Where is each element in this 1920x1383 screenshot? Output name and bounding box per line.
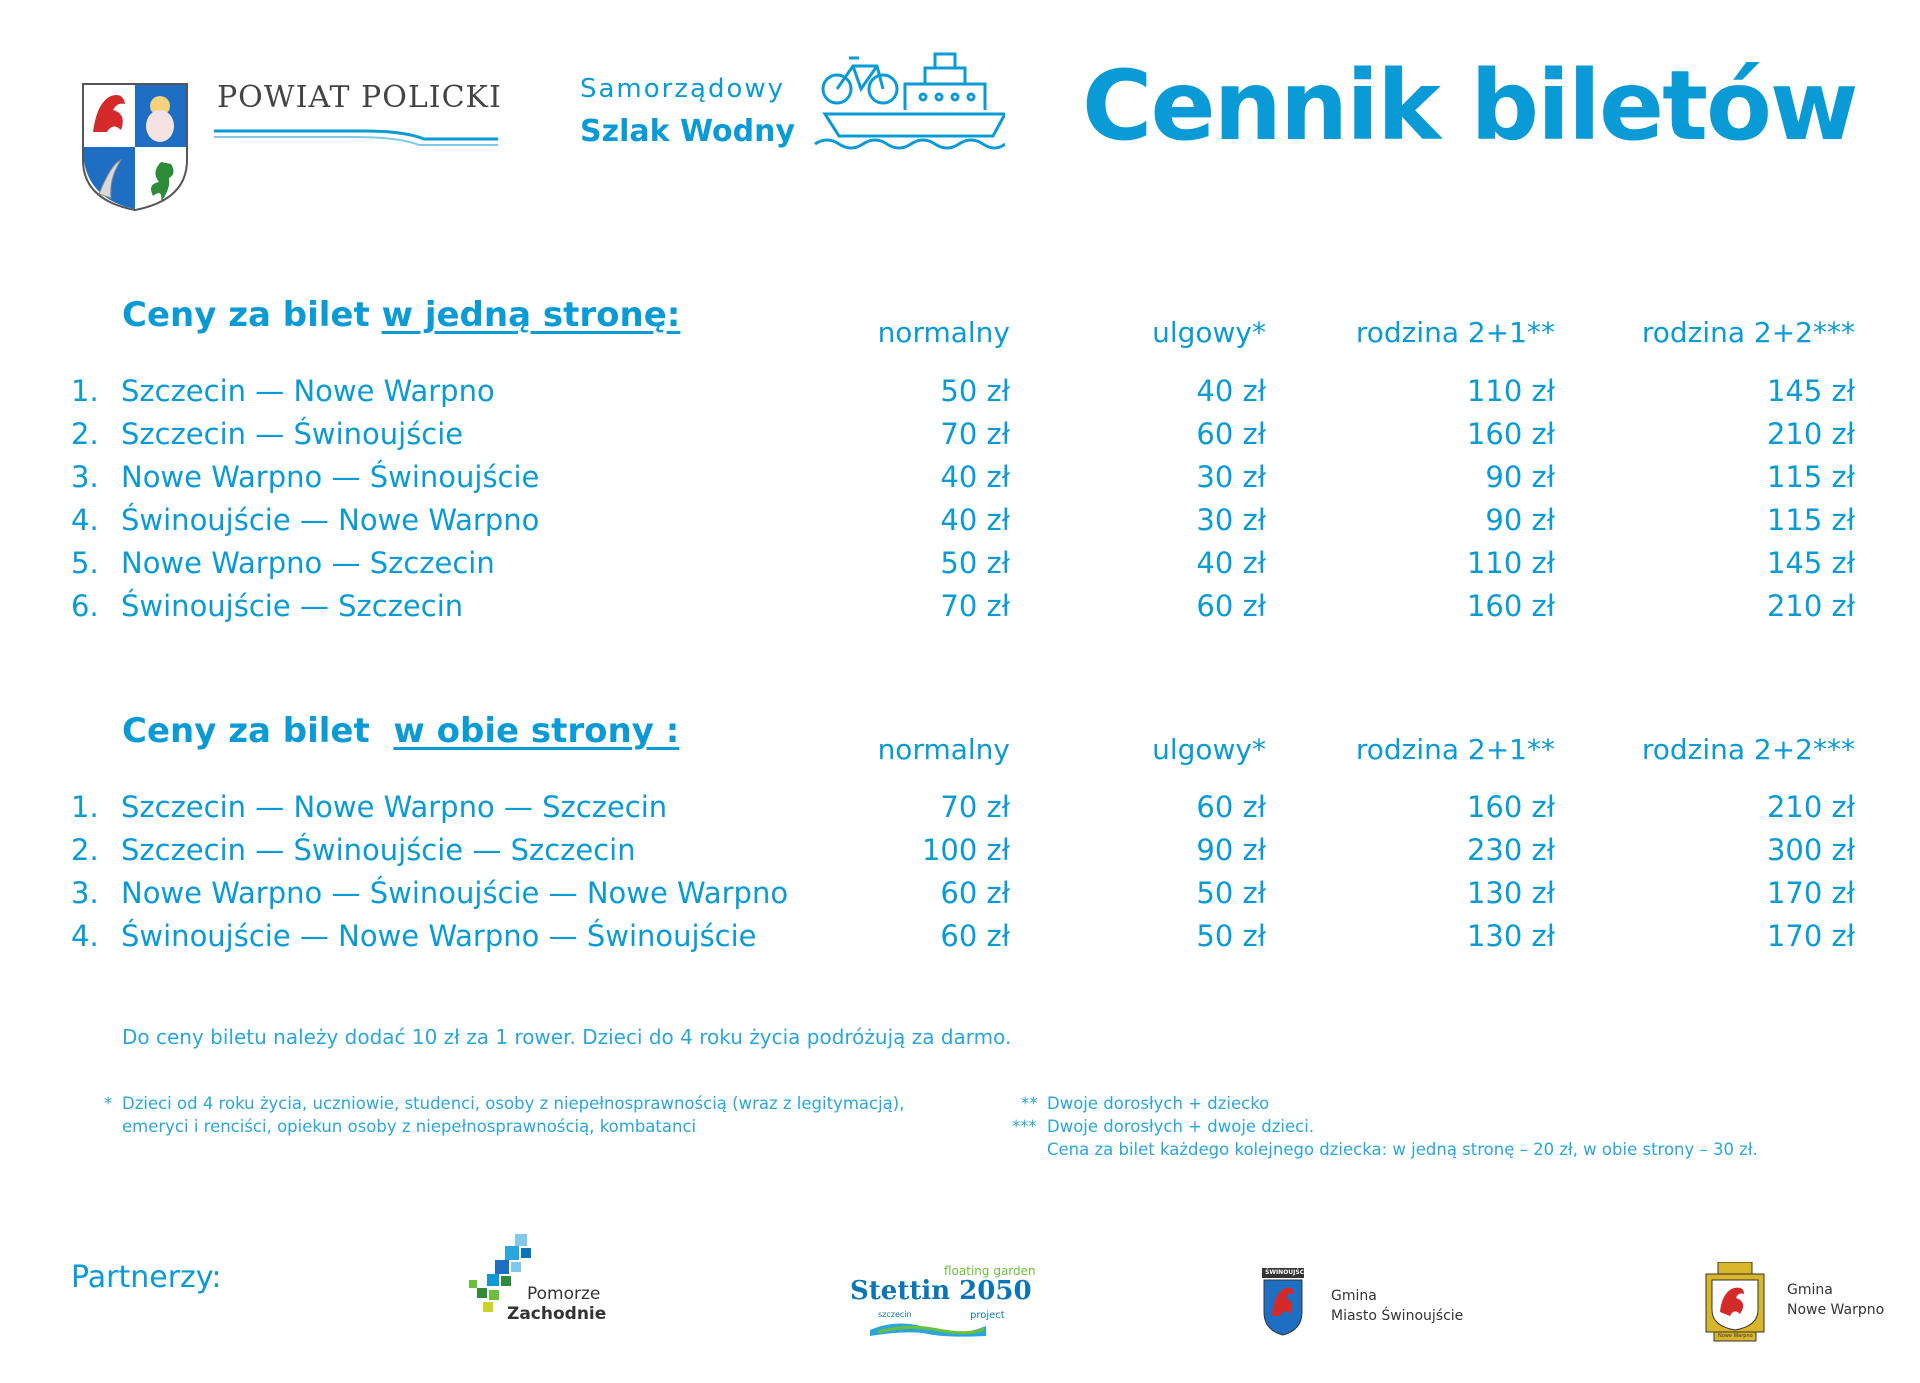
price-rodzina-21: 160 zł — [1466, 417, 1555, 451]
one-way-col-ulgowy: ulgowy* — [1152, 316, 1266, 349]
powiat-coat-of-arms — [81, 82, 189, 212]
stettin-city: szczecin — [878, 1310, 912, 1319]
pomorze-logo-line2: Zachodnie — [507, 1304, 607, 1324]
price-normalny: 40 zł — [940, 460, 1010, 494]
price-ulgowy: 60 zł — [1196, 790, 1266, 824]
swinoujscie-band-text: ŚWINOUJŚCIE — [1265, 1269, 1311, 1276]
price-rodzina-21: 110 zł — [1466, 374, 1555, 408]
price-ulgowy: 30 zł — [1196, 460, 1266, 494]
stettin-project: project — [970, 1310, 1005, 1321]
price-ulgowy: 50 zł — [1196, 876, 1266, 910]
price-normalny: 60 zł — [940, 876, 1010, 910]
row-number: 6. — [71, 589, 99, 623]
price-normalny: 40 zł — [940, 503, 1010, 537]
nowe-warpno-crest-icon — [1704, 1262, 1766, 1342]
page-title: Cennik biletów — [1082, 50, 1857, 162]
price-rodzina-21: 90 zł — [1485, 503, 1555, 537]
footnote-1-line1: Dzieci od 4 roku życia, uczniowie, studenci, osoby z niepełnosprawnością (wraz z legitymacją), — [122, 1094, 905, 1113]
nowe-warpno-label-line1: Gmina — [1787, 1282, 1833, 1298]
price-rodzina-22: 115 zł — [1766, 460, 1855, 494]
one-way-col-normalny: normalny — [877, 316, 1010, 349]
price-rodzina-22: 145 zł — [1766, 546, 1855, 580]
price-rodzina-21: 230 zł — [1466, 833, 1555, 867]
route-name: Szczecin — Świnoujście — [121, 417, 464, 451]
price-ulgowy: 60 zł — [1196, 589, 1266, 623]
price-ulgowy: 60 zł — [1196, 417, 1266, 451]
footnote-1-mark: * — [104, 1094, 113, 1113]
route-name: Szczecin — Nowe Warpno — [121, 374, 495, 408]
round-trip-col-rodzina-21: rodzina 2+1** — [1355, 733, 1555, 766]
one-way-title-underlined: w jedną stronę: — [381, 295, 681, 335]
swinoujscie-shield-icon — [1262, 1268, 1304, 1336]
route-name: Świnoujście — Nowe Warpno — [121, 503, 540, 537]
stettin-river-icon — [868, 1316, 988, 1338]
price-rodzina-22: 210 zł — [1766, 417, 1855, 451]
price-rodzina-22: 115 zł — [1766, 503, 1855, 537]
route-name: Szczecin — Nowe Warpno — Szczecin — [121, 790, 668, 824]
route-name: Nowe Warpno — Szczecin — [121, 546, 495, 580]
partner-stettin-2050 — [848, 1264, 1036, 1340]
nowe-warpno-label-line2: Nowe Warpno — [1787, 1302, 1885, 1318]
price-rodzina-22: 170 zł — [1766, 876, 1855, 910]
row-number: 2. — [71, 417, 99, 451]
partner-pomorze-zachodnie — [465, 1232, 635, 1327]
one-way-title-plain: Ceny za bilet — [122, 295, 382, 335]
row-number: 4. — [71, 919, 99, 953]
footnote-3-line2: Cena za bilet każdego kolejnego dziecka: w jedną stronę – 20 zł, w obie strony – 30 zł. — [1047, 1140, 1758, 1159]
swinoujscie-label-line2: Miasto Świnoujście — [1331, 1308, 1464, 1324]
price-rodzina-22: 210 zł — [1766, 589, 1855, 623]
price-normalny: 100 zł — [921, 833, 1010, 867]
stettin-main: Stettin 2050 — [850, 1276, 1032, 1306]
footnote-1-line2: emeryci i renciści, opiekun osoby z niepełnosprawnością, kombatanci — [122, 1117, 697, 1136]
round-trip-title-underlined: w obie strony : — [393, 711, 680, 751]
swinoujscie-label-line1: Gmina — [1331, 1288, 1377, 1304]
szlak-name-line2: Szlak Wodny — [580, 114, 796, 149]
price-rodzina-22: 300 zł — [1766, 833, 1855, 867]
row-number: 1. — [71, 374, 99, 408]
price-rodzina-22: 210 zł — [1766, 790, 1855, 824]
one-way-col-rodzina-22: rodzina 2+2*** — [1641, 316, 1855, 349]
round-trip-col-ulgowy: ulgowy* — [1152, 733, 1266, 766]
stettin-subtitle: floating garden — [944, 1264, 1036, 1278]
nowe-warpno-band-text: Nowe Warpno — [1718, 1333, 1753, 1339]
route-name: Świnoujście — Szczecin — [121, 589, 464, 623]
powiat-wave-decoration — [214, 125, 498, 149]
price-rodzina-21: 160 zł — [1466, 790, 1555, 824]
price-ulgowy: 90 zł — [1196, 833, 1266, 867]
footnote-3-line1: Dwoje dorosłych + dwoje dzieci. — [1047, 1117, 1315, 1136]
price-rodzina-21: 130 zł — [1466, 876, 1555, 910]
footnote-2-line1: Dwoje dorosłych + dziecko — [1047, 1094, 1270, 1113]
row-number: 3. — [71, 876, 99, 910]
szlak-name-line1: Samorządowy — [580, 74, 786, 104]
price-rodzina-21: 160 zł — [1466, 589, 1555, 623]
footnote-2-mark: ** — [1021, 1094, 1038, 1113]
round-trip-col-rodzina-22: rodzina 2+2*** — [1641, 733, 1855, 766]
row-number: 4. — [71, 503, 99, 537]
one-way-col-rodzina-21: rodzina 2+1** — [1355, 316, 1555, 349]
row-number: 1. — [71, 790, 99, 824]
round-trip-col-normalny: normalny — [877, 733, 1010, 766]
pomorze-logo-line1: Pomorze — [527, 1284, 601, 1304]
price-ulgowy: 50 zł — [1196, 919, 1266, 953]
price-normalny: 70 zł — [940, 790, 1010, 824]
price-rodzina-21: 110 zł — [1466, 546, 1555, 580]
route-name: Nowe Warpno — Świnoujście — [121, 460, 540, 494]
price-normalny: 50 zł — [940, 374, 1010, 408]
footnote-3-mark: *** — [1012, 1117, 1037, 1136]
row-number: 3. — [71, 460, 99, 494]
round-trip-title — [122, 711, 679, 751]
bike-note: Do ceny biletu należy dodać 10 zł za 1 rower. Dzieci do 4 roku życia podróżują za darmo. — [122, 1025, 1012, 1049]
row-number: 5. — [71, 546, 99, 580]
price-ulgowy: 40 zł — [1196, 546, 1266, 580]
powiat-name: POWIAT POLICKI — [217, 80, 502, 115]
partners-label: Partnerzy: — [71, 1260, 222, 1295]
price-ulgowy: 30 zł — [1196, 503, 1266, 537]
price-normalny: 70 zł — [940, 589, 1010, 623]
route-name: Świnoujście — Nowe Warpno — Świnoujście — [121, 919, 757, 953]
price-ulgowy: 40 zł — [1196, 374, 1266, 408]
one-way-title — [122, 295, 680, 335]
price-normalny: 50 zł — [940, 546, 1010, 580]
price-rodzina-21: 90 zł — [1485, 460, 1555, 494]
route-name: Szczecin — Świnoujście — Szczecin — [121, 833, 636, 867]
price-normalny: 70 zł — [940, 417, 1010, 451]
price-rodzina-21: 130 zł — [1466, 919, 1555, 953]
price-rodzina-22: 170 zł — [1766, 919, 1855, 953]
route-name: Nowe Warpno — Świnoujście — Nowe Warpno — [121, 876, 789, 910]
partner-swinoujscie — [1262, 1268, 1482, 1338]
price-normalny: 60 zł — [940, 919, 1010, 953]
partner-nowe-warpno — [1704, 1262, 1914, 1344]
bike-ferry-icon — [805, 44, 1005, 154]
row-number: 2. — [71, 833, 99, 867]
price-rodzina-22: 145 zł — [1766, 374, 1855, 408]
round-trip-title-plain: Ceny za bilet — [122, 711, 394, 751]
